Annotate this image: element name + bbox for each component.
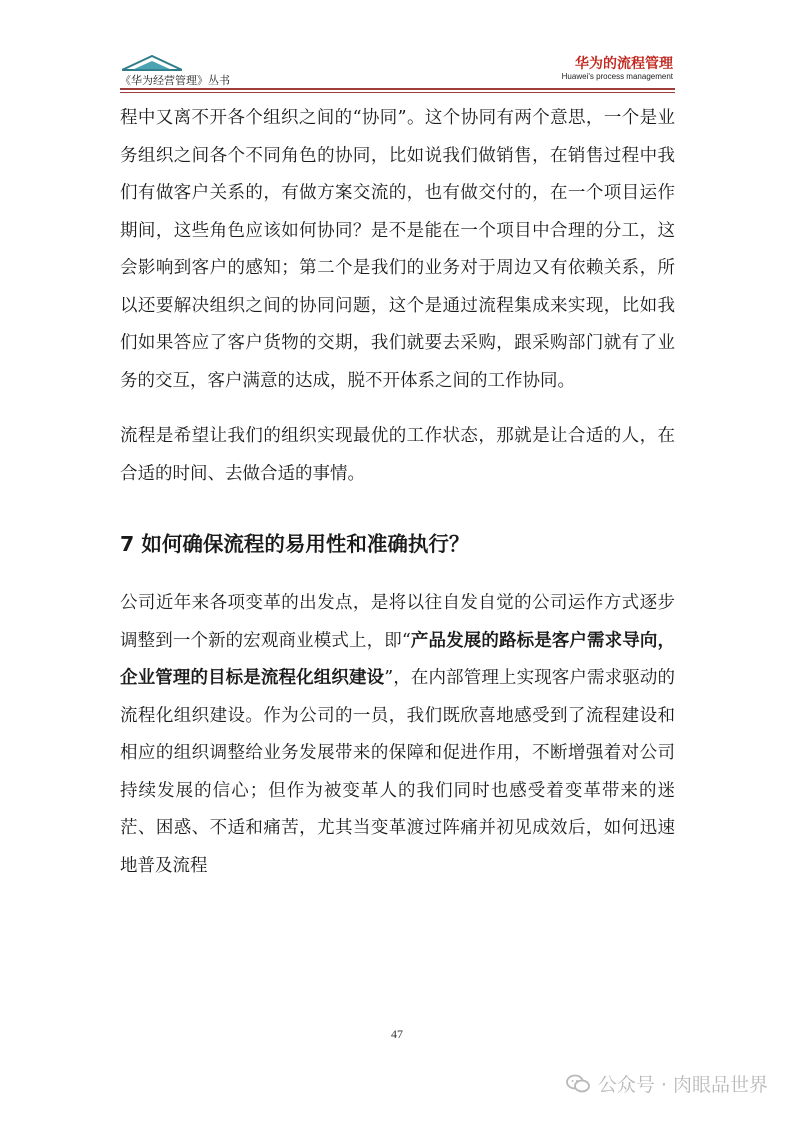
book-title: 华为的流程管理 bbox=[575, 56, 673, 72]
section-heading: 7 如何确保流程的易用性和准确执行？ bbox=[120, 532, 470, 556]
body-paragraph: 流程是希望让我们的组织实现最优的工作状态，那就是让合适的人，在合适的时间、去做合适的事情。 bbox=[120, 426, 675, 484]
header-book-info bbox=[562, 56, 673, 82]
body-paragraph bbox=[120, 585, 675, 885]
watermark bbox=[566, 1070, 768, 1097]
paragraph-lead-text: 公司近年来各项变革的出发点，是将以往自发自觉的公司运作方式逐步调整到一个新的宏观商业模式上，即“ bbox=[120, 593, 675, 651]
header-rule bbox=[120, 88, 675, 90]
page-header bbox=[0, 0, 794, 100]
publisher-logo-icon bbox=[122, 55, 182, 71]
header-rule-thin bbox=[120, 92, 675, 93]
emphasized-quote: 产品发展的路标是客户需求导向，企业管理的目标是流程化组织建设 bbox=[120, 630, 675, 688]
book-subtitle: Huawei's process management bbox=[561, 72, 673, 81]
page-number: 47 bbox=[391, 1027, 403, 1041]
paragraph-tail-text: ”，在内部管理上实现客户需求驱动的流程化组织建设。作为公司的一员，我们既欣喜地感受到了流程建设和相应的组织调整给业务发展带来的保障和促进作用，不断增强着对公司持续发展的信心；但作为被变革人的我们同时也感受着变革带来的迷茫、困惑、不适和痛苦，尤其当变革渡过阵痛并初见成效后，如何迅速地普及流程 bbox=[120, 668, 675, 876]
watermark-text: 公众号 · 肉眼品世界 bbox=[597, 1074, 768, 1096]
wechat-icon bbox=[566, 1074, 590, 1094]
body-paragraph: 程中又离不开各个组织之间的“协同”。这个协同有两个意思，一个是业务组织之间各个不同角色的协同，比如说我们做销售，在销售过程中我们有做客户关系的，有做方案交流的，也有做交付的，在一个项目运作期间，这些角色应该如何协同？是不是能在一个项目中合理的分工，这会影响到客户的感知；第二个是我们的业务对于周边又有依赖关系，所以还要解决组织之间的协同问题，这个是通过流程集成来实现，比如我们如果答应了客户货物的交期，我们就要去采购，跟采购部门就有了业务的交互，客户满意的达成，脱不开体系之间的工作协同。 bbox=[120, 108, 675, 391]
page-body bbox=[120, 100, 675, 885]
series-title: 《华为经营管理》丛书 bbox=[120, 74, 230, 87]
